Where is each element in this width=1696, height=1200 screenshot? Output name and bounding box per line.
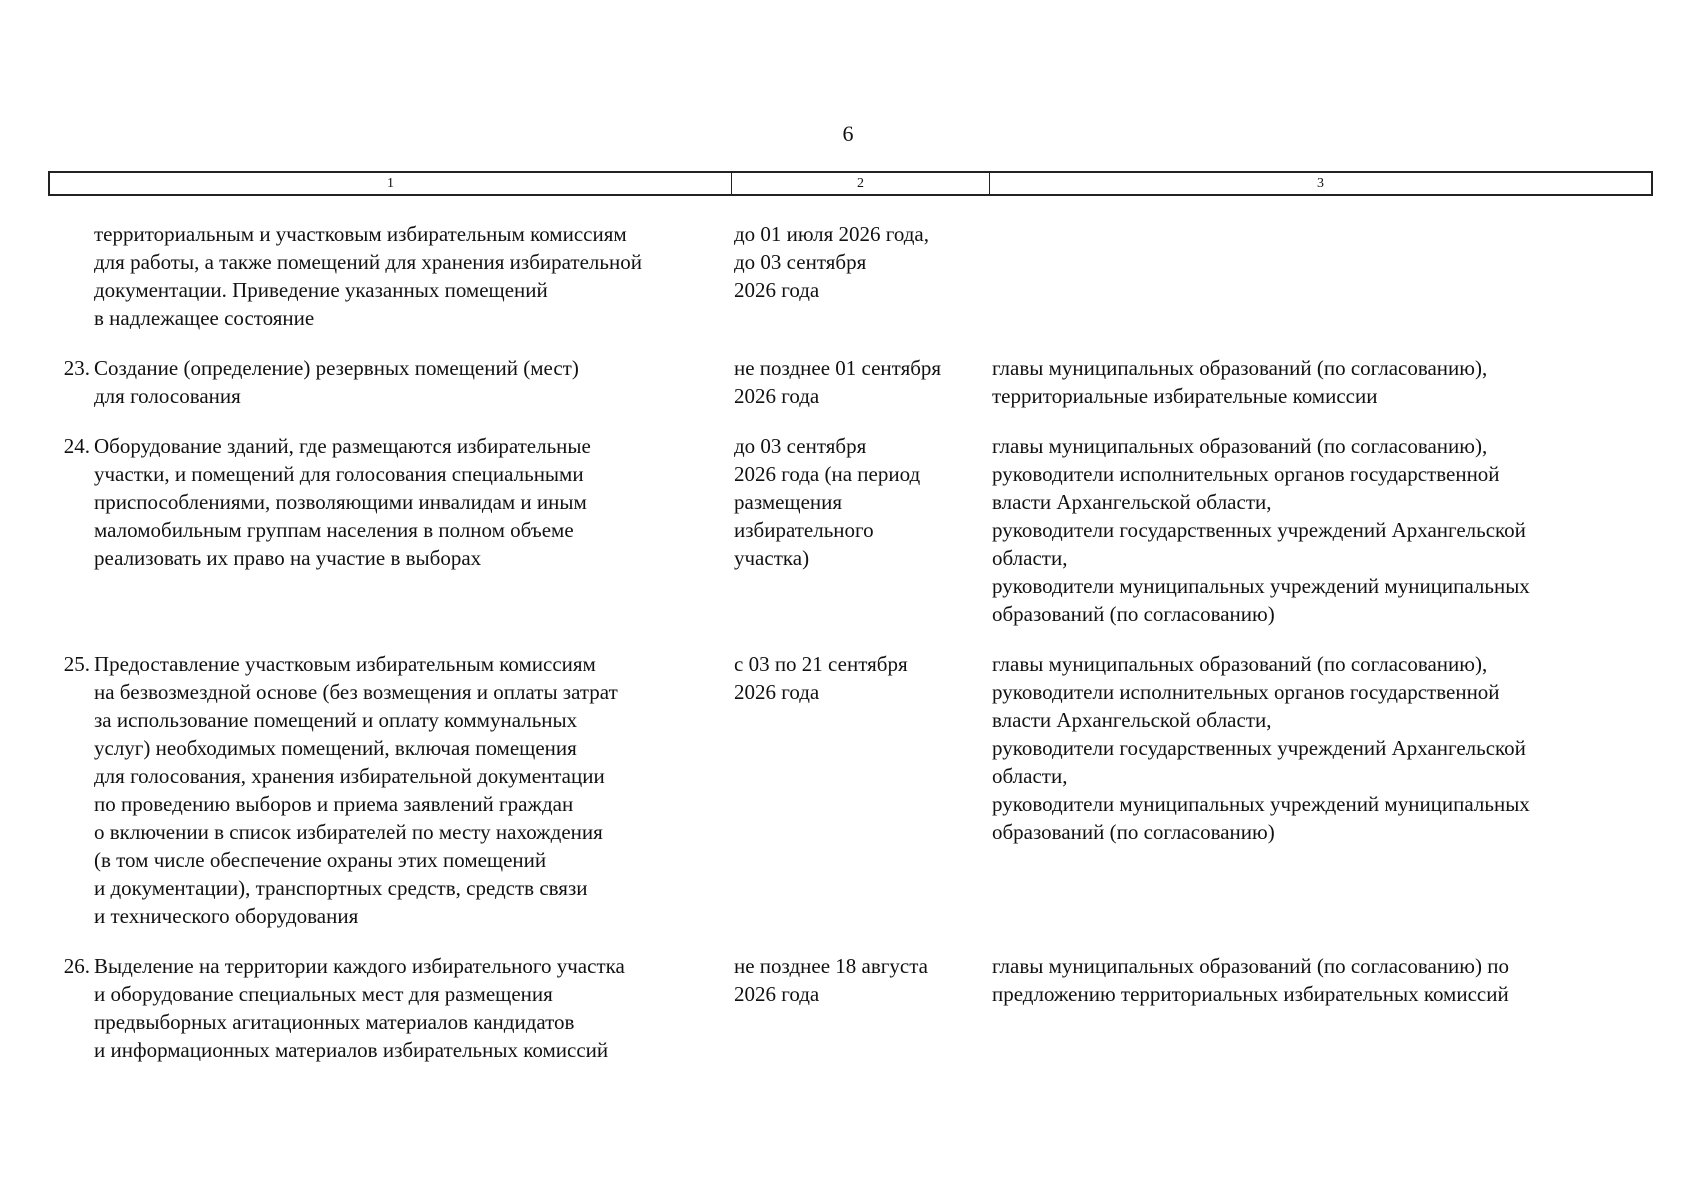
page-number: 6: [842, 121, 854, 146]
table-row: [48, 220, 1653, 332]
column-header-3: 3: [1317, 176, 1324, 191]
row-number: 25.: [63, 652, 90, 676]
row-responsible: главы муниципальных образований (по согласованию), руководители исполнительных органов государственной власти Архангельской области, руководители государственных учреждений Архангельской области, руководители муниципальных учреждений муниципальных образований (по согласованию): [992, 652, 1530, 844]
column-header-2: 2: [732, 173, 990, 194]
row-number: 23.: [63, 356, 90, 380]
row-description: Выделение на территории каждого избирательного участка и оборудование специальных мест для размещения предвыборных агитационных материалов кандидатов и информационных материалов избирательных комиссий: [94, 954, 625, 1062]
row-deadline: не позднее 01 сентября 2026 года: [734, 356, 942, 408]
table-row: [48, 650, 1653, 930]
row-responsible: [992, 220, 1653, 332]
row-responsible: главы муниципальных образований (по согласованию), территориальные избирательные комиссии: [992, 356, 1488, 408]
row-description: Предоставление участковым избирательным комиссиям на безвозмездной основе (без возмещения и оплаты затрат за использование помещений и оплату коммунальных услуг) необходимых помещений, включая помещения для голосования, хранения избирательной документации по проведению выборов и приема заявлений граждан о включении в список избирателей по месту нахождения (в том числе обеспечение охраны этих помещений и документации), транспортных средств, средств связи и технического оборудования: [94, 652, 618, 928]
row-description: территориальным и участковым избирательным комиссиям для работы, а также помещений для хранения избирательной документации. Приведение указанных помещений в надлежащее состояние: [94, 222, 642, 330]
table-row: [48, 952, 1653, 1064]
row-deadline: до 03 сентября 2026 года (на период размещения избирательного участка): [734, 434, 921, 570]
table-row: [48, 354, 1653, 410]
table-row: [48, 432, 1653, 628]
row-deadline: с 03 по 21 сентября 2026 года: [734, 652, 908, 704]
row-number: [48, 220, 94, 332]
row-deadline: до 01 июля 2026 года, до 03 сентября 2026 года: [734, 222, 929, 302]
row-number: 24.: [63, 434, 90, 458]
column-number-header: [48, 171, 1653, 196]
column-header-1: 1: [50, 173, 732, 194]
table-body: [48, 220, 1653, 1086]
row-description: Создание (определение) резервных помещений (мест) для голосования: [94, 356, 579, 408]
row-number: 26.: [63, 954, 90, 978]
row-deadline: не позднее 18 августа 2026 года: [734, 954, 928, 1006]
row-description: Оборудование зданий, где размещаются избирательные участки, и помещений для голосования специальными приспособлениями, позволяющими инвалидам и иным маломобильным группам населения в полном объеме реализовать их право на участие в выборах: [94, 434, 591, 570]
row-responsible: главы муниципальных образований (по согласованию), руководители исполнительных органов государственной власти Архангельской области, руководители государственных учреждений Архангельской области, руководители муниципальных учреждений муниципальных образований (по согласованию): [992, 434, 1530, 626]
row-responsible: главы муниципальных образований (по согласованию) по предложению территориальных избирательных комиссий: [992, 954, 1509, 1006]
